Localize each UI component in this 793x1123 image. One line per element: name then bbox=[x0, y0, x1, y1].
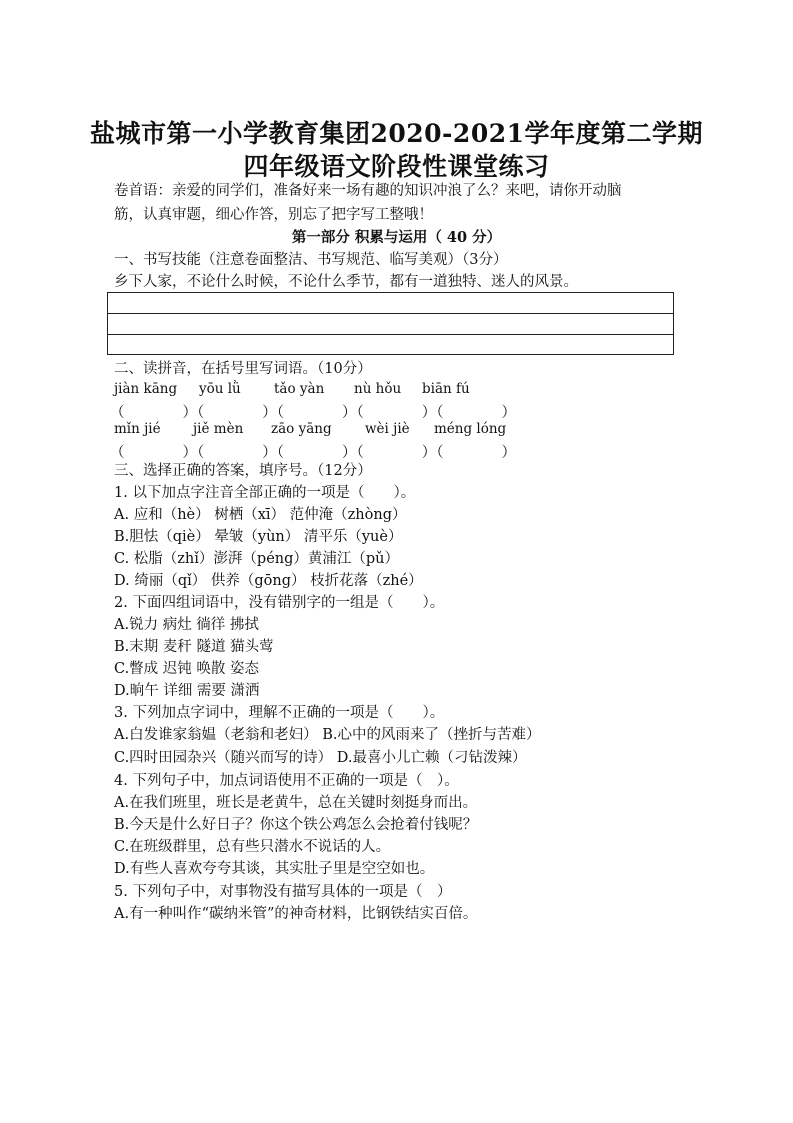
question-line: B.今天是什么好日子？你这个铁公鸡怎么会抢着付钱呢？ bbox=[114, 817, 478, 833]
question-line: C.四时田园杂兴（随兴而写的诗） D.最喜小儿亡赖（刁钻泼辣） bbox=[114, 750, 527, 766]
writing-grid[interactable] bbox=[107, 292, 674, 355]
section1-sentence: 乡下人家，不论什么时候，不论什么季节，都有一道独特、迷人的风景。 bbox=[114, 274, 578, 290]
question-line: A.在我们班里，班长是老黄牛，总在关键时刻挺身而出。 bbox=[114, 795, 478, 811]
question-line: 3. 下列加点字词中，理解不正确的一项是（ ）。 bbox=[114, 705, 445, 721]
part1-heading: 第一部分 积累与运用（ 40 分） bbox=[291, 229, 502, 246]
pinyin-item: biān fú bbox=[422, 381, 470, 397]
question-line: C.在班级群里，总有些只潜水不说话的人。 bbox=[114, 839, 391, 855]
question-line: A.白发谁家翁媪（老翁和老妇） B.心中的风雨来了（挫折与苦难） bbox=[114, 727, 541, 743]
question-line: D. 绮丽（qǐ） 供养（gōng） 枝折花落（zhé） bbox=[114, 573, 423, 589]
pinyin-item: jiě mèn bbox=[193, 421, 244, 437]
question-line: A.锐力 病灶 徜徉 拂拭 bbox=[114, 617, 259, 633]
question-line: B.末期 麦秆 隧道 猫头莺 bbox=[114, 639, 274, 655]
writing-line[interactable] bbox=[108, 314, 673, 335]
pinyin-item: tǎo yàn bbox=[274, 381, 325, 397]
question-line: 1. 以下加点字注音全部正确的一项是（ ）。 bbox=[114, 485, 416, 501]
writing-line[interactable] bbox=[108, 335, 673, 356]
intro-line1: 卷首语：亲爱的同学们，准备好来一场有趣的知识冲浪了么？来吧，请你开动脑 bbox=[114, 183, 622, 199]
question-line: C. 松脂（zhǐ）澎湃（péng）黄浦江（pǔ） bbox=[114, 551, 400, 567]
pinyin-item: zāo yāng bbox=[271, 421, 332, 437]
pinyin-item: jiàn kāng bbox=[114, 381, 178, 397]
answer-brackets-row2[interactable]: （ ）（ ）（ ）（ ）（ ） bbox=[110, 445, 516, 461]
question-line: D.有些人喜欢夸夸其谈，其实肚子里是空空如也。 bbox=[114, 861, 435, 877]
question-line: 5. 下列句子中，对事物没有描写具体的一项是（ ） bbox=[114, 884, 452, 900]
pinyin-item: méng lóng bbox=[434, 421, 507, 437]
question-line: A. 应和（hè） 树栖（xī） 范仲淹（zhòng） bbox=[114, 507, 407, 523]
question-line: 2. 下面四组词语中，没有错别字的一组是（ ）。 bbox=[114, 595, 445, 611]
pinyin-item: wèi jiè bbox=[365, 421, 410, 437]
pinyin-item: nù hǒu bbox=[354, 381, 402, 397]
exam-title-line2: 四年级语文阶段性课堂练习 bbox=[243, 152, 550, 181]
question-line: D.晌午 详细 需要 潇洒 bbox=[114, 683, 260, 699]
pinyin-item: mǐn jié bbox=[114, 421, 161, 437]
question-line: A.有一种叫作“碳纳米管”的神奇材料，比钢铁结实百倍。 bbox=[114, 906, 478, 922]
pinyin-item: yōu lǜ bbox=[199, 381, 241, 397]
section3-heading: 三、选择正确的答案，填序号。（12分） bbox=[114, 463, 372, 479]
answer-brackets-row1[interactable]: （ ）（ ）（ ）（ ）（ ） bbox=[110, 405, 516, 421]
exam-title-line1: 盐城市第一小学教育集团2020-2021学年度第二学期 bbox=[89, 119, 704, 148]
question-line: 4. 下列句子中，加点词语使用不正确的一项是（ ）。 bbox=[114, 773, 459, 789]
intro-line2: 筋，认真审题，细心作答，别忘了把字写工整哦！ bbox=[114, 207, 433, 223]
section1-heading: 一、书写技能（注意卷面整洁、书写规范、临写美观）（3分） bbox=[114, 252, 508, 268]
question-line: B.胆怯（qiè） 晕皱（yùn） 清平乐（yuè） bbox=[114, 529, 403, 545]
writing-line[interactable] bbox=[108, 293, 673, 314]
section2-heading: 二、读拼音，在括号里写词语。（10分） bbox=[114, 361, 372, 377]
question-line: C.瞥成 迟钝 唤散 姿态 bbox=[114, 661, 260, 677]
